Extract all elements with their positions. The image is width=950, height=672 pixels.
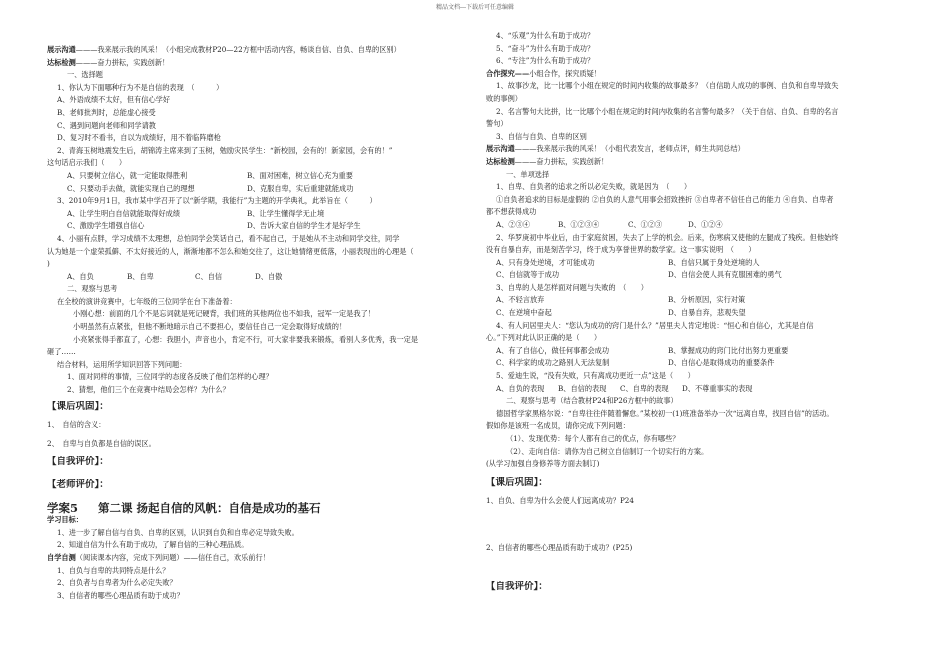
- list-item: 2、知道自信为什么有助于成功，了解自信的三种心理品质。: [57, 540, 249, 550]
- option-row: A、不轻言放弃 B、分析原因，实行对策: [496, 295, 746, 305]
- option-b: B、老师批判时，总能虚心接受: [57, 107, 156, 117]
- paragraph: 小刚心想：前面的几个不是忘词就是死记硬背，我们班的其他两位也不如我，冠军一定是我了！: [73, 309, 375, 319]
- lesson-title: 学案5 第二课 扬起自信的风帆：自信是成功的基石: [47, 501, 321, 515]
- list-item: 1、 自信的含义：: [47, 420, 106, 430]
- option-row: C、激励学生增强自信心 D、告诉大家自信的学生才是好学生: [67, 221, 361, 231]
- list-item: 1、进一步了解自信与自负、自卑的区别，认识到自负和自卑必定导致失败。: [57, 527, 299, 537]
- list-item: 5、“奋斗”为什么有助于成功？: [496, 43, 595, 53]
- note: (从学习加强自身修养等方面去制订): [486, 459, 600, 469]
- sub-question: （2）、走向自信：请你为自己树立自信制订一个切实行的方案。: [506, 446, 709, 456]
- sub-question: 1、面对同样的事情，三位同学的态度各反映了他们怎样的心理？: [67, 372, 273, 382]
- option-c: C、遇到问题向老师和同学请教: [57, 120, 156, 130]
- paragraph: 德国哲学家黑格尔说：“自卑往往伴随着懈怠。”某校初一(1)班准备举办一次“远离自卑，找回自信”的活动。: [496, 408, 834, 418]
- label: 学习目标：: [47, 515, 83, 525]
- section-heading: 一、选择题: [67, 70, 103, 80]
- list-item: 2、自信者的哪些心理品质有助于成功？(P25): [486, 542, 633, 552]
- paragraph: 砸了……: [47, 347, 76, 357]
- label-line: 自学自测（阅读课本内容，完成下列问题）——信任自己，欢乐前行！: [47, 552, 270, 562]
- option-row: C、在逆境中奋起 D、自暴自弃，悲观失望: [496, 308, 746, 318]
- sub-question: （1）、发现优势：每个人都有自己的优点，你有哪些？: [506, 434, 680, 443]
- question-cont: 都不想获得成功: [486, 207, 537, 217]
- section-title: 【课后巩固】：: [47, 400, 109, 412]
- section-title: 【自我评价】：: [486, 580, 548, 592]
- question: 1、自卑、自负者的追求之所以必定失败，就是因为 （ ）: [496, 182, 692, 192]
- paragraph: 小亮紧张得手都直了，心想：我胆小，声音也小，肯定不行，可大家非要我来锻炼，看别人多优秀，我一定是: [73, 334, 419, 344]
- section-heading: 一、单项选择: [506, 169, 550, 179]
- question: 5、爱迪生说，“没有失败，只有离成功更近一点”这是（ ）: [496, 371, 695, 381]
- paragraph: 小明虽然有点紧张，但他不断地暗示自己不要担心，要信任自己一定会取得好成绩的！: [73, 322, 347, 332]
- question-cont: 没有自暴自弃，而是刻苦学习，终于成为享誉世界的数学家。这一事实说明 （ ）: [486, 245, 756, 255]
- question: ①自负者追求的目标是虚假的 ②自负的人意气用事会招致挫折 ③自卑者不信任自己的能力 ④自负、自卑者: [496, 194, 834, 204]
- page-header: 精品文档---下载后可任意编辑: [435, 4, 515, 11]
- question: 2、华罗庚初中毕业后，由于家庭贫困，失去了上学的机会。后来，伤寒病又使他的左腿成了残疾。但他始终: [496, 232, 839, 242]
- label-line: 展示沟通———我来展示我的风采！（小组代表发言，老师点评，师生共同总结）: [486, 144, 745, 154]
- option-row: C、自信就等于成功 D、自信会使人具有克服困难的勇气: [496, 270, 782, 280]
- paragraph: 2、名言警句大比拼，比一比哪个小组在规定的时间内收集的名言警句最多？（关于自信、自负、自卑的名言: [496, 106, 839, 116]
- option-d: D、复习时不看书，自以为成绩好，用不着临阵磨枪: [57, 133, 221, 143]
- list-item: 1、自负与自卑的共同特点是什么？: [57, 565, 170, 575]
- list-item: 2、自负者与自卑者为什么必定失败？: [57, 578, 177, 588]
- paragraph: 1、故事沙龙，比一比哪个小组在规定的时间内收集的故事最多？（自信助人成功的事例、自负和自卑导致失: [496, 81, 839, 91]
- left-line-2: 达标检测———奋力拼耘，实践创新！: [47, 57, 170, 67]
- paragraph: 败的事例）: [486, 93, 522, 103]
- paragraph: 结合材料，运用所学知识回答下列问题：: [57, 359, 187, 369]
- question-4-end: ): [47, 259, 50, 269]
- option-row: C、科学家的成功之路别人无法复制 D、自信心是取得成功的重要条件: [496, 358, 775, 368]
- sub-question: 2、猜想，他们三个在竞赛中结局会怎样？为什么？: [67, 385, 230, 395]
- option-a: A、外语成绩不太好，但有信心学好: [57, 95, 171, 105]
- section-title: 【课后巩固】：: [486, 476, 548, 488]
- question: 3、自卑的人是怎样面对问题与失败的 （ ）: [496, 282, 648, 292]
- question: 4、有人问居里夫人：“您认为成功的窍门是什么？”居里夫人肯定地说：“恒心和自信心，尤其是自信: [496, 320, 814, 330]
- list-item: 2、 自卑与自负都是自信的误区。: [47, 438, 156, 448]
- section-title: 【老师评价】：: [47, 479, 109, 490]
- question-2-cont: 这句话启示我们（ ）: [47, 158, 127, 168]
- list-item: 4、“乐观”为什么有助于成功？: [496, 31, 595, 40]
- paragraph: 在全校的演讲竞赛中，七年级的三位同学在台下准备着：: [57, 296, 237, 306]
- paragraph: 3、自信与自负、自卑的区别: [496, 131, 587, 141]
- label-line: 达标检测———奋力拼耘，实践创新！: [486, 156, 609, 166]
- left-column: [47, 44, 475, 602]
- section-heading: 二、观察与思考（结合教材P24和P26方框中的故事）: [506, 396, 678, 406]
- section-heading: 二、观察与思考: [67, 284, 118, 294]
- right-column: [486, 30, 906, 593]
- list-item: 3、自信者的哪些心理品质有助于成功？: [57, 590, 184, 600]
- option-row: A、②③④ B、①②③④ C、①②③ D、①②④: [496, 219, 723, 229]
- label-line: 合作探究——小组合作，探究质疑！: [486, 68, 602, 78]
- list-item: 6、“专注”为什么有助于成功？: [496, 56, 595, 66]
- option-row: C、只要动手去做，就能实现自己的理想 D、克服自卑，实后重建就能成功: [67, 183, 354, 193]
- option-row: A、只要树立信心，就一定能取得胜利 B、面对困难，树立信心充为重要: [67, 170, 353, 180]
- option-row: A、让学生明白自信就能取得好成绩 B、让学生懂得学无止境: [67, 208, 325, 218]
- question-1: 1、你认为下面哪种行为不是自信的表现 （ ）: [57, 82, 224, 92]
- paragraph: 假如你是该班一名成员，请你完成下列问题：: [486, 421, 630, 431]
- question-cont: 心。”下列对此认识正确的是（ ）: [486, 333, 602, 343]
- question-4-cont: 认为她是一个虚荣孤僻、不太好接近的人，渐渐地都不怎么和她交往了，这让她情绪更低落，小丽表现出的心理是（: [47, 246, 414, 256]
- option-row: A、有了自信心，做任何事都会成功 B、掌握成功的窍门比付出努力更重要: [496, 345, 789, 355]
- section-title: 【自我评价】：: [47, 456, 109, 468]
- question-4: 4、小丽有点胖，学习成绩不太理想，总怕同学会笑话自己，看不起自己，于是她从不主动和同学交往，同学: [57, 233, 400, 243]
- list-item: 1、自负、自卑为什么会使人们远离成功？P24: [486, 496, 634, 506]
- left-line-1: 展示沟通———我来展示我的风采！（小组完成教材P20—22方框中活动内容，畅谈自信、自负、自卑的区别）: [47, 45, 401, 54]
- paragraph: 警句）: [486, 119, 508, 129]
- option-row: A、自负 B、自卑 C、自信 D、自傲: [67, 271, 283, 281]
- option-row: A、自负的表现 B、自信的表现 C、自卑的表现 D、不尊重事实的表现: [496, 383, 753, 393]
- option-row: A、只有身处逆境，才可能成功 B、自信只属于身处逆境的人: [496, 257, 760, 267]
- question-3: 3、2010年9月1日，我市某中学召开了以“新学期，我能行”为主题的开学典礼，此举旨在（ ）: [57, 196, 377, 206]
- question-2: 2、青海玉树地震发生后，胡锦涛主席来到了玉树，勉励灾民学生：“新校园，会有的！新家园，会有的！”: [57, 145, 393, 155]
